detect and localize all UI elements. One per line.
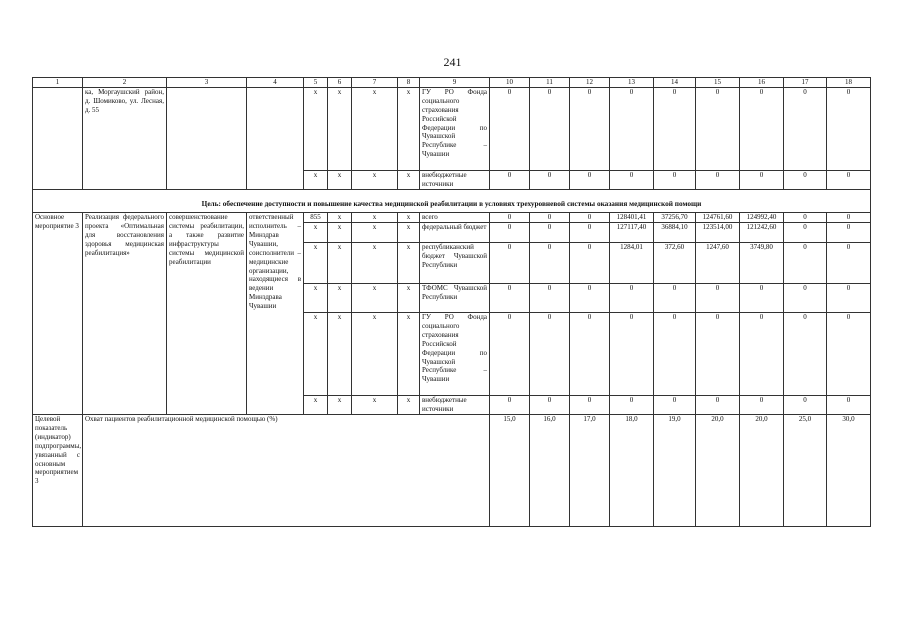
header-cell: 14 xyxy=(654,78,696,88)
program-table xyxy=(32,77,871,527)
value-cell: 0 xyxy=(696,313,740,396)
value-cell: 0 xyxy=(530,223,570,243)
table-row xyxy=(33,88,871,171)
rz-cell: х xyxy=(328,396,352,415)
header-cell: 8 xyxy=(398,78,420,88)
value-cell: 0 xyxy=(490,284,530,313)
value-cell: 0 xyxy=(696,396,740,415)
header-cell: 18 xyxy=(827,78,871,88)
table-row xyxy=(33,213,871,223)
source-cell: внебюджетные источники xyxy=(420,171,490,190)
value-cell: 0 xyxy=(784,171,827,190)
value-cell: 0 xyxy=(827,313,871,396)
value-cell: 0 xyxy=(530,213,570,223)
value-cell: 0 xyxy=(654,284,696,313)
value-cell: 0 xyxy=(696,171,740,190)
value-cell: 0 xyxy=(490,313,530,396)
vr-cell: х xyxy=(398,243,420,284)
header-cell: 4 xyxy=(247,78,304,88)
measure-executor: ответственный исполнитель – Минздрав Чувашии, соисполнители – медицинские организации, находящиеся в ведении Минздрава Чувашии xyxy=(247,213,304,415)
value-cell: 0 xyxy=(740,171,784,190)
value-cell: 0 xyxy=(610,313,654,396)
value-cell: 0 xyxy=(610,88,654,171)
indicator-value: 16,0 xyxy=(530,415,570,527)
header-cell: 12 xyxy=(570,78,610,88)
measure-label: Основное мероприятие 3 xyxy=(33,213,83,415)
value-cell: 0 xyxy=(784,396,827,415)
page-number: 241 xyxy=(443,55,462,69)
cell-empty xyxy=(247,88,304,190)
csr-cell: х xyxy=(352,171,398,190)
indicator-label: Целевой показатель (индикатор) подпрограммы, увязанный с основным мероприятием 3 xyxy=(33,415,83,527)
header-cell: 6 xyxy=(328,78,352,88)
indicator-text: Охват пациентов реабилитационной медицинской помощью (%) xyxy=(83,415,490,527)
value-cell: 37256,70 xyxy=(654,213,696,223)
source-cell: ГУ РО Фонда социального страхования Российской Федерации по Чувашской Республике – Чувашии xyxy=(420,313,490,396)
value-cell: 0 xyxy=(654,313,696,396)
indicator-value: 20,0 xyxy=(696,415,740,527)
value-cell: 0 xyxy=(784,223,827,243)
value-cell: 0 xyxy=(490,171,530,190)
value-cell: 123514,00 xyxy=(696,223,740,243)
value-cell: 1247,60 xyxy=(696,243,740,284)
header-row xyxy=(33,78,871,88)
value-cell: 0 xyxy=(740,313,784,396)
grbs-cell: 855 xyxy=(304,213,328,223)
value-cell: 0 xyxy=(490,88,530,171)
header-cell: 1 xyxy=(33,78,83,88)
cell-empty xyxy=(33,88,83,190)
csr-cell: х xyxy=(352,284,398,313)
indicator-value: 20,0 xyxy=(740,415,784,527)
vr-cell: х xyxy=(398,223,420,243)
value-cell: 0 xyxy=(784,243,827,284)
measure-name: Реализация федерального проекта «Оптимальная для восстановления здоровья медицинская реабилитация» xyxy=(83,213,167,415)
value-cell: 0 xyxy=(654,396,696,415)
value-cell: 0 xyxy=(827,88,871,171)
value-cell: 0 xyxy=(827,396,871,415)
value-cell: 0 xyxy=(784,313,827,396)
value-cell: 0 xyxy=(490,396,530,415)
header-cell: 9 xyxy=(420,78,490,88)
value-cell: 0 xyxy=(654,171,696,190)
rz-cell: х xyxy=(328,243,352,284)
grbs-cell: х xyxy=(304,88,328,171)
value-cell: 0 xyxy=(570,171,610,190)
value-cell: 0 xyxy=(654,88,696,171)
value-cell: 0 xyxy=(490,243,530,284)
csr-cell: х xyxy=(352,223,398,243)
csr-cell: х xyxy=(352,88,398,171)
grbs-cell: х xyxy=(304,243,328,284)
indicator-value: 30,0 xyxy=(827,415,871,527)
value-cell: 0 xyxy=(784,213,827,223)
rz-cell: х xyxy=(328,171,352,190)
value-cell: 0 xyxy=(570,223,610,243)
indicator-value: 15,0 xyxy=(490,415,530,527)
value-cell: 0 xyxy=(490,223,530,243)
value-cell: 0 xyxy=(570,88,610,171)
value-cell: 0 xyxy=(827,171,871,190)
address-cell: ка, Моргаушский район, д. Шомиково, ул. Лесная, д. 55 xyxy=(83,88,167,190)
value-cell: 128401,41 xyxy=(610,213,654,223)
value-cell: 0 xyxy=(827,284,871,313)
value-cell: 0 xyxy=(784,88,827,171)
indicator-row xyxy=(33,415,871,527)
value-cell: 1284,01 xyxy=(610,243,654,284)
source-cell: внебюджетные источники xyxy=(420,396,490,415)
value-cell: 0 xyxy=(696,284,740,313)
header-cell: 5 xyxy=(304,78,328,88)
vr-cell: х xyxy=(398,171,420,190)
value-cell: 124992,40 xyxy=(740,213,784,223)
indicator-value: 25,0 xyxy=(784,415,827,527)
source-cell: ТФОМС Чувашской Республики xyxy=(420,284,490,313)
grbs-cell: х xyxy=(304,171,328,190)
indicator-value: 18,0 xyxy=(610,415,654,527)
value-cell: 0 xyxy=(530,396,570,415)
value-cell: 36884,10 xyxy=(654,223,696,243)
csr-cell: х xyxy=(352,243,398,284)
header-cell: 3 xyxy=(167,78,247,88)
csr-cell: х xyxy=(352,396,398,415)
vr-cell: х xyxy=(398,284,420,313)
grbs-cell: х xyxy=(304,313,328,396)
value-cell: 0 xyxy=(530,243,570,284)
source-cell: федеральный бюджет xyxy=(420,223,490,243)
csr-cell: х xyxy=(352,213,398,223)
goal-text: Цель: обеспечение доступности и повышение качества медицинской реабилитации в условиях трехуровневой системы оказания медицинской помощи xyxy=(33,190,871,213)
goal-row xyxy=(33,190,871,213)
source-cell: республиканский бюджет Чувашской Республики xyxy=(420,243,490,284)
cell-empty xyxy=(167,88,247,190)
grbs-cell: х xyxy=(304,396,328,415)
value-cell: 0 xyxy=(696,88,740,171)
value-cell: 0 xyxy=(740,284,784,313)
value-cell: 0 xyxy=(530,284,570,313)
value-cell: 0 xyxy=(570,284,610,313)
measure-purpose: совершенствование системы реабилитации, а также развитие инфраструктуры системы медицинской реабилитации xyxy=(167,213,247,415)
source-cell: всего xyxy=(420,213,490,223)
value-cell: 0 xyxy=(740,396,784,415)
value-cell: 121242,60 xyxy=(740,223,784,243)
value-cell: 0 xyxy=(490,213,530,223)
rz-cell: х xyxy=(328,223,352,243)
source-cell: ГУ РО Фонда социального страхования Российской Федерации по Чувашской Республике – Чувашии xyxy=(420,88,490,171)
header-cell: 17 xyxy=(784,78,827,88)
header-cell: 15 xyxy=(696,78,740,88)
vr-cell: х xyxy=(398,396,420,415)
vr-cell: х xyxy=(398,213,420,223)
indicator-value: 17,0 xyxy=(570,415,610,527)
value-cell: 0 xyxy=(740,88,784,171)
header-cell: 13 xyxy=(610,78,654,88)
value-cell: 0 xyxy=(827,213,871,223)
value-cell: 0 xyxy=(530,171,570,190)
value-cell: 0 xyxy=(570,243,610,284)
grbs-cell: х xyxy=(304,223,328,243)
value-cell: 0 xyxy=(530,313,570,396)
header-cell: 7 xyxy=(352,78,398,88)
rz-cell: х xyxy=(328,313,352,396)
header-cell: 11 xyxy=(530,78,570,88)
value-cell: 0 xyxy=(610,171,654,190)
grbs-cell: х xyxy=(304,284,328,313)
rz-cell: х xyxy=(328,284,352,313)
value-cell: 0 xyxy=(570,396,610,415)
value-cell: 0 xyxy=(570,313,610,396)
value-cell: 0 xyxy=(827,243,871,284)
value-cell: 0 xyxy=(784,284,827,313)
value-cell: 3749,80 xyxy=(740,243,784,284)
value-cell: 0 xyxy=(610,284,654,313)
indicator-value: 19,0 xyxy=(654,415,696,527)
header-cell: 10 xyxy=(490,78,530,88)
vr-cell: х xyxy=(398,88,420,171)
value-cell: 0 xyxy=(610,396,654,415)
rz-cell: х xyxy=(328,213,352,223)
csr-cell: х xyxy=(352,313,398,396)
value-cell: 372,60 xyxy=(654,243,696,284)
value-cell: 0 xyxy=(530,88,570,171)
rz-cell: х xyxy=(328,88,352,171)
value-cell: 0 xyxy=(827,223,871,243)
value-cell: 124761,60 xyxy=(696,213,740,223)
header-cell: 16 xyxy=(740,78,784,88)
value-cell: 127117,40 xyxy=(610,223,654,243)
value-cell: 0 xyxy=(570,213,610,223)
header-cell: 2 xyxy=(83,78,167,88)
vr-cell: х xyxy=(398,313,420,396)
